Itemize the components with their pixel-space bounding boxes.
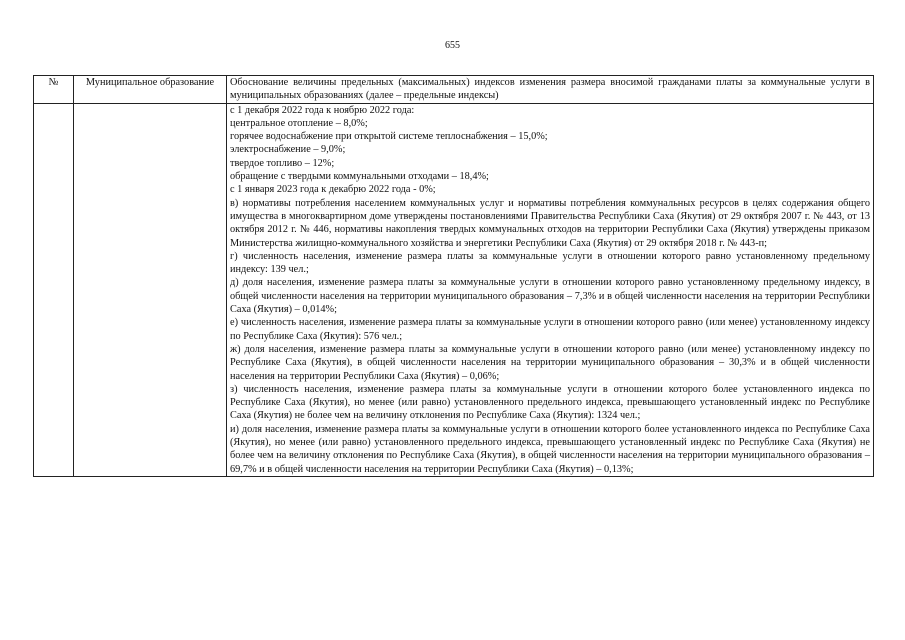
cell-municipality <box>74 103 227 476</box>
paragraph-g: г) численность населения, изменение размера платы за коммунальные услуги в отношении которого равно установленному предельному индексу: 139 чел.; <box>230 250 870 276</box>
cell-number <box>34 103 74 476</box>
paragraph-z: з) численность населения, изменение размера платы за коммунальные услуги в отношении которого более установленного индекса по Республике Саха (Якутия), но менее (или равно) установленного предельного индекса, превышающего установленный индекс по Республике Саха (Якутия) не более чем на величину отклонения по Республике Саха (Якутия): 1324 чел.; <box>230 383 870 422</box>
header-municipality: Муниципальное образование <box>74 76 227 104</box>
index-line: электроснабжение – 9,0%; <box>230 144 346 156</box>
index-line: горячее водоснабжение при открытой системе теплоснабжения – 15,0%; <box>230 131 548 143</box>
index-line: с 1 января 2023 года к декабрю 2022 года - 0%; <box>230 184 436 196</box>
index-line: твердое топливо – 12%; <box>230 157 335 169</box>
table-header-row <box>34 76 874 104</box>
paragraph-v: в) нормативы потребления населением коммунальных услуг и нормативы потребления коммунальных ресурсов в целях содержания общего имущества в многоквартирном доме утверждены постановлениями Правительства Республики Саха (Якутия) от 29 октября 2007 г. № 443, от 13 октября 2012 г. № 446, нормативы накопления твердых коммунальных отходов на территории Республики Саха (Якутия) утверждены приказом Министерства жилищно-коммунального хозяйства и энергетики Республики Саха (Якутия) от 29 октября 2018 г. № 443-п; <box>230 197 870 249</box>
table-row <box>34 103 874 476</box>
paragraph-zh: ж) доля населения, изменение размера платы за коммунальные услуги в отношении которого равно (или менее) установленному индексу по Республике Саха (Якутия), в общей численности населения на территории муниципального образования – 30,3% и в общей численности населения на территории Республики Саха (Якутия) – 0,06%; <box>230 343 870 382</box>
header-justification: Обоснование величины предельных (максимальных) индексов изменения размера вносимой гражданами платы за коммунальные услуги в муниципальных образованиях (далее – предельные индексы) <box>227 76 874 104</box>
paragraph-d: д) доля населения, изменение размера платы за коммунальные услуги в отношении которого равно установленному предельному индексу, в общей численности населения на территории муниципального образования – 7,3% и в общей численности населения на территории Республики Саха (Якутия) – 0,014%; <box>230 277 870 316</box>
index-line: с 1 декабря 2022 года к ноябрю 2022 года: <box>230 104 415 116</box>
justification-table <box>33 75 874 477</box>
index-line: обращение с твердыми коммунальными отходами – 18,4%; <box>230 171 489 183</box>
paragraph-e: е) численность населения, изменение размера платы за коммунальные услуги в отношении которого равно (или менее) установленному индексу по Республике Саха (Якутия): 576 чел.; <box>230 317 870 342</box>
page-number: 655 <box>445 40 460 51</box>
index-line: центральное отопление – 8,0%; <box>230 117 368 129</box>
paragraph-i: и) доля населения, изменение размера платы за коммунальные услуги в отношении которого более установленного индекса по Республике Саха (Якутия), но менее (или равно) установленного предельного индекса, превышающего установленный индекс по Республике Саха (Якутия) не более чем на величину отклонения по Республике Саха (Якутия), в общей численности населения на территории муниципального образования – 69,7% и в общей численности населения на территории Республики Саха (Якутия) – 0,13%; <box>230 423 870 475</box>
header-number: № <box>34 76 74 104</box>
cell-justification <box>227 103 874 476</box>
